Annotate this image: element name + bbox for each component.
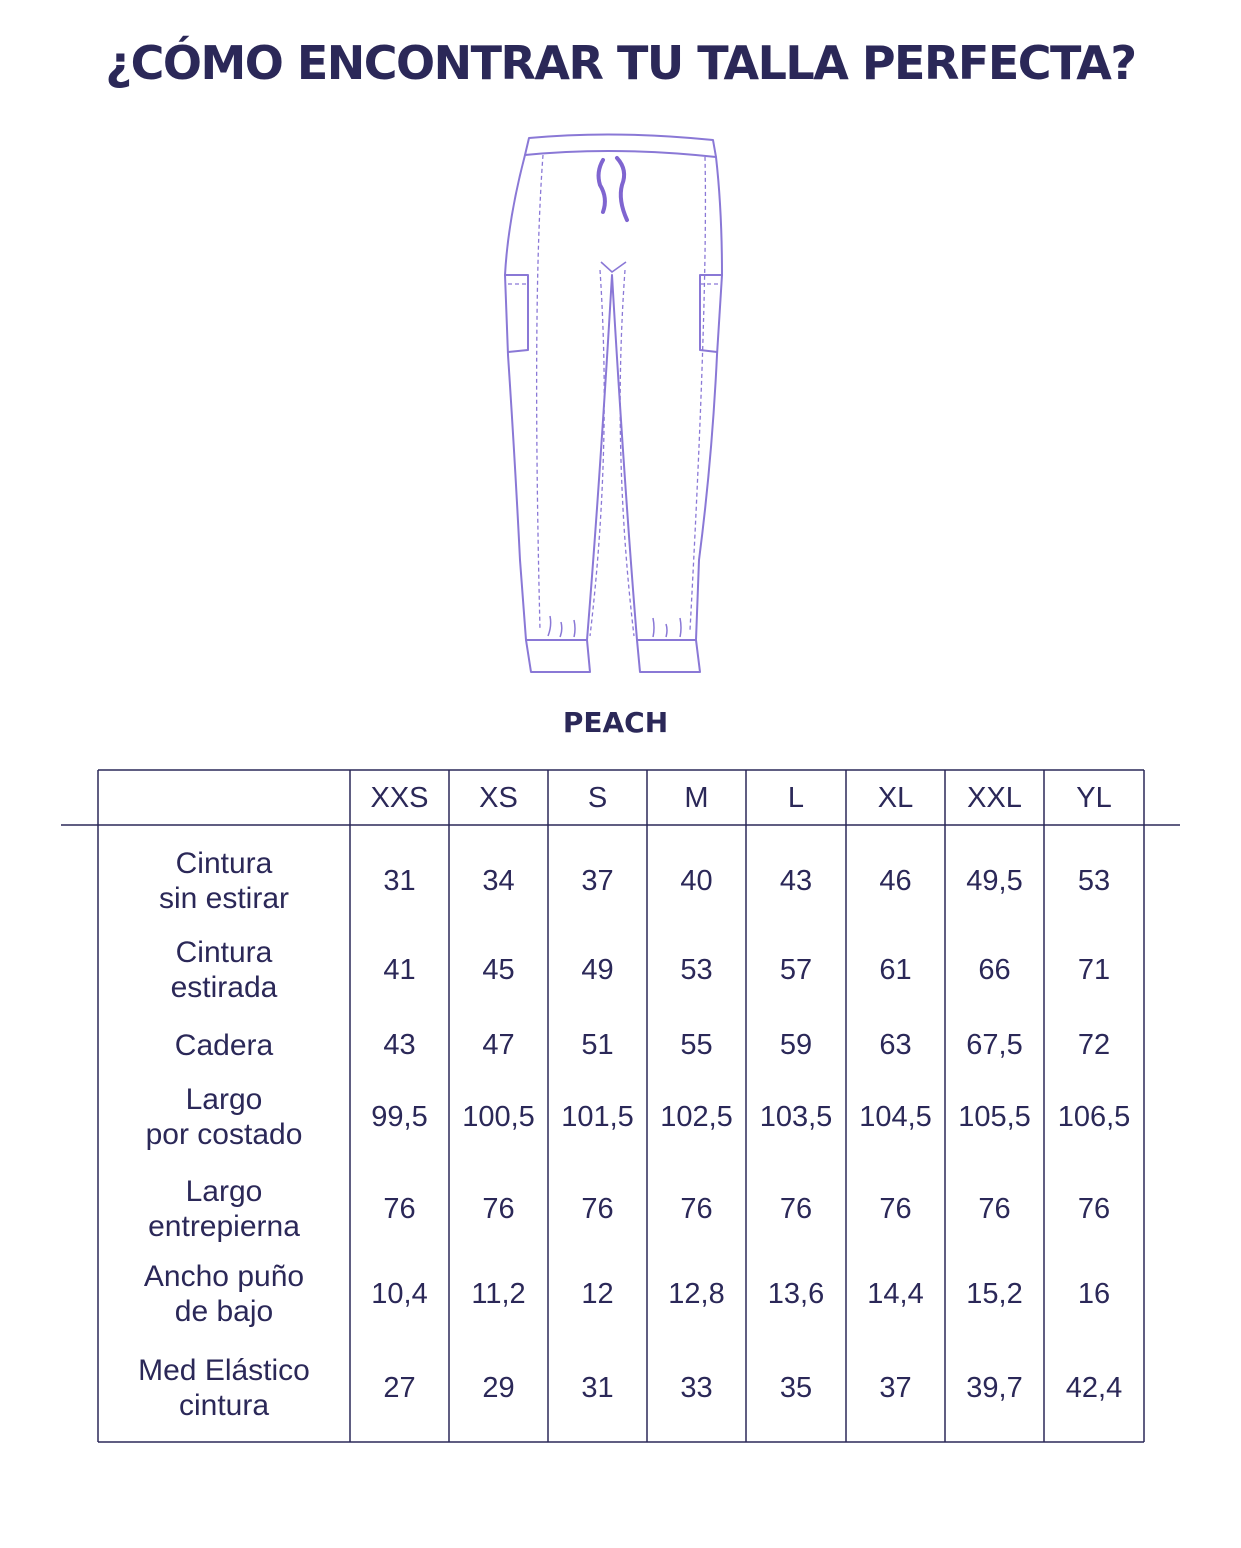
table-cell: 57 xyxy=(779,953,813,986)
table-cell: 49 xyxy=(581,953,614,986)
table-cell: 76 xyxy=(879,1192,912,1225)
model-name: PEACH xyxy=(562,706,669,739)
row-label-line: Med Elástico xyxy=(138,1354,310,1387)
table-cell: 76 xyxy=(779,1192,813,1225)
table-cell: 43 xyxy=(779,864,813,897)
table-cell: 105,5 xyxy=(958,1100,1031,1133)
table-cell: 12,8 xyxy=(668,1277,725,1310)
row-label-line: Ancho puño xyxy=(143,1260,305,1293)
table-cell: 46 xyxy=(879,864,912,897)
row-label-line: de bajo xyxy=(174,1295,274,1328)
row-label-line: estirada xyxy=(170,971,278,1004)
row-label xyxy=(98,1254,350,1334)
table-cell: 100,5 xyxy=(462,1100,535,1133)
table-cell: 76 xyxy=(482,1192,515,1225)
row-label-line: Largo xyxy=(185,1083,263,1116)
size-header-m: M xyxy=(684,782,709,814)
size-header-yl: YL xyxy=(1076,782,1112,814)
row-label-line: Cintura xyxy=(175,936,273,969)
table-cell: 43 xyxy=(383,1028,416,1061)
row-label-line: entrepierna xyxy=(148,1210,300,1243)
row-label-line: Largo xyxy=(185,1175,263,1208)
table-cell: 35 xyxy=(779,1371,813,1404)
row-label-line: cintura xyxy=(178,1389,270,1422)
table-cell: 63 xyxy=(879,1028,912,1061)
table-cell: 47 xyxy=(482,1028,515,1061)
row-label-line: Cintura xyxy=(175,847,273,880)
table-cell: 13,6 xyxy=(767,1277,825,1310)
row-label-line: sin estirar xyxy=(158,882,290,915)
table-cell: 71 xyxy=(1077,953,1111,986)
table-cell: 99,5 xyxy=(371,1100,428,1133)
table-cell: 104,5 xyxy=(859,1100,932,1133)
table-cell: 59 xyxy=(779,1028,813,1061)
row-label xyxy=(98,1005,350,1085)
table-cell: 55 xyxy=(680,1028,713,1061)
table-cell: 29 xyxy=(482,1371,515,1404)
size-header-xl: XL xyxy=(877,782,914,814)
table-cell: 76 xyxy=(680,1192,713,1225)
table-cell: 14,4 xyxy=(867,1277,924,1310)
table-cell: 16 xyxy=(1077,1277,1111,1310)
table-cell: 53 xyxy=(1077,864,1111,897)
size-header-l: L xyxy=(787,782,805,814)
table-cell: 39,7 xyxy=(966,1371,1023,1404)
table-cell: 76 xyxy=(383,1192,416,1225)
table-cell: 76 xyxy=(581,1192,614,1225)
table-cell: 33 xyxy=(680,1371,713,1404)
table-cell: 40 xyxy=(680,864,713,897)
row-label xyxy=(98,1077,350,1157)
table-cell: 76 xyxy=(1077,1192,1111,1225)
table-cell: 41 xyxy=(383,953,416,986)
page-title: ¿CÓMO ENCONTRAR TU TALLA PERFECTA? xyxy=(105,36,1136,90)
table-cell: 106,5 xyxy=(1057,1100,1131,1133)
size-header-s: S xyxy=(587,782,608,814)
size-header-xxl: XXL xyxy=(967,782,1022,814)
table-cell: 34 xyxy=(482,864,515,897)
table-cell: 67,5 xyxy=(966,1028,1023,1061)
row-label xyxy=(98,1169,350,1249)
table-cell: 66 xyxy=(978,953,1011,986)
row-label xyxy=(98,930,350,1010)
table-cell: 101,5 xyxy=(561,1100,634,1133)
table-cell: 45 xyxy=(482,953,515,986)
size-header-xxs: XXS xyxy=(370,782,429,814)
table-cell: 27 xyxy=(383,1371,416,1404)
table-cell: 103,5 xyxy=(759,1100,833,1133)
table-cell: 15,2 xyxy=(966,1277,1023,1310)
row-label xyxy=(98,1348,350,1428)
table-cell: 31 xyxy=(581,1371,614,1404)
table-cell: 42,4 xyxy=(1065,1371,1123,1404)
table-cell: 49,5 xyxy=(966,864,1023,897)
row-label-line: por costado xyxy=(145,1118,303,1151)
table-cell: 12 xyxy=(581,1277,614,1310)
table-cell: 76 xyxy=(978,1192,1011,1225)
table-cell: 10,4 xyxy=(371,1277,428,1310)
table-cell: 61 xyxy=(879,953,912,986)
table-cell: 31 xyxy=(383,864,416,897)
table-cell: 102,5 xyxy=(660,1100,733,1133)
size-header-xs: XS xyxy=(479,782,518,814)
table-cell: 53 xyxy=(680,953,713,986)
table-cell: 51 xyxy=(581,1028,614,1061)
table-cell: 37 xyxy=(879,1371,912,1404)
row-label xyxy=(98,841,350,921)
table-cell: 72 xyxy=(1077,1028,1111,1061)
table-cell: 37 xyxy=(581,864,614,897)
row-label-line: Cadera xyxy=(174,1028,274,1062)
table-cell: 11,2 xyxy=(471,1277,526,1310)
